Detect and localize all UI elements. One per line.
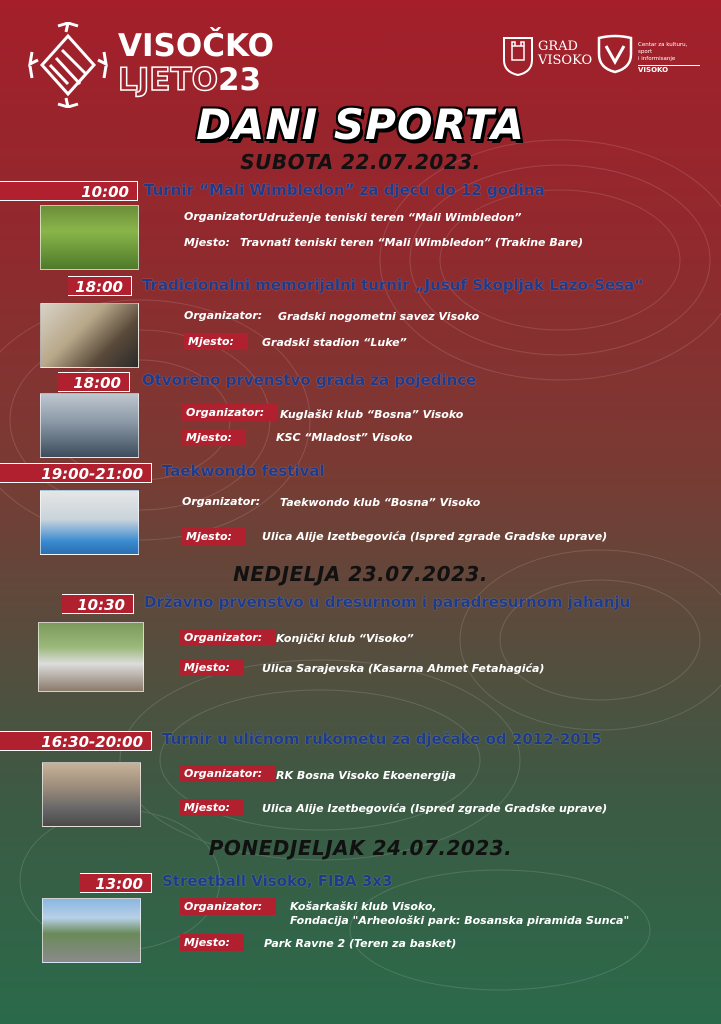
organizer-value: Kuglaški klub “Bosna” Visoko	[280, 408, 464, 421]
event-time: 18:00	[58, 372, 130, 392]
organizer-label: Organizator:	[184, 210, 263, 223]
horse-riding-photo	[38, 622, 144, 692]
centar-shield-icon	[596, 34, 634, 74]
organizer-value: Taekwondo klub “Bosna” Visoko	[280, 496, 481, 509]
event-title: Taekwondo festival	[162, 462, 325, 480]
centar-text	[638, 42, 700, 74]
organizer-label: Organizator:	[180, 898, 276, 915]
place-label: Mjesto:	[180, 659, 244, 676]
place-value: Ulica Alije Izetbegovića (Ispred zgrade Gradske uprave)	[262, 802, 608, 815]
organizer-value: Udruženje teniski teren “Mali Wimbledon”	[258, 211, 522, 224]
place-value: Ulica Sarajevska (Kasarna Ahmet Fetahagića)	[262, 662, 545, 675]
place-value: Ulica Alije Izetbegovića (Ispred zgrade Gradske uprave)	[262, 530, 608, 543]
place-value: Travnati teniski teren “Mali Wimbledon” (Trakine Bare)	[240, 236, 584, 249]
event-title: Otvoreno prvenstvo grada za pojedince	[142, 371, 477, 389]
grad-visoko-crest-icon	[502, 36, 534, 76]
handball-street-photo	[42, 762, 141, 827]
organizer-value: Konjički klub “Visoko”	[276, 632, 414, 645]
organizer-label: Organizator:	[184, 309, 263, 322]
organizer-label: Organizator:	[182, 495, 261, 508]
day-header-monday: PONEDJELJAK 24.07.2023.	[208, 836, 513, 860]
streetball-photo	[42, 898, 141, 963]
brand-ljeto: LJETO	[118, 62, 218, 98]
place-label: Mjesto:	[182, 429, 246, 446]
taekwondo-photo	[40, 490, 139, 555]
organizer-label: Organizator:	[180, 629, 276, 646]
event-time: 10:30	[62, 594, 134, 614]
place-label: Mjesto:	[184, 333, 248, 350]
place-label: Mjesto:	[184, 236, 230, 249]
event-title: Tradicionalni memorijalni turnir „Jusuf Skopljak Lazo-Sesa“	[142, 276, 645, 294]
event-time: 13:00	[80, 873, 152, 893]
event-title: Turnir u uličnom rukometu za dječake od 2012-2015	[162, 730, 602, 748]
visocko-ljeto-logo-icon	[28, 22, 108, 108]
tennis-court-photo	[40, 205, 139, 270]
place-label: Mjesto:	[180, 934, 244, 951]
organizer-value: Košarkaški klub Visoko,	[290, 900, 437, 913]
place-value: Gradski stadion “Luke”	[262, 336, 407, 349]
grad-visoko-text	[538, 40, 592, 68]
place-value: Park Ravne 2 (Teren za basket)	[264, 937, 457, 950]
page-title: DANI SPORTA	[196, 100, 525, 149]
place-label: Mjesto:	[182, 528, 246, 545]
organizer-label: Organizator:	[180, 765, 276, 782]
organizer-value: Gradski nogometni savez Visoko	[278, 310, 480, 323]
place-label: Mjesto:	[180, 799, 244, 816]
visoko-word: VISOKO	[538, 53, 593, 68]
event-title: Streetball Visoko, FIBA 3x3	[162, 872, 393, 890]
event-time: 19:00-21:00	[0, 463, 152, 483]
bowling-alley-photo	[40, 393, 139, 458]
day-header-saturday: SUBOTA 22.07.2023.	[240, 150, 481, 174]
centar-line-2: i informisanje	[638, 56, 676, 62]
brand-year: 23	[217, 62, 262, 98]
day-header-sunday: NEDJELJA 23.07.2023.	[233, 562, 488, 586]
event-title: Državno prvenstvo u dresurnom i paradresurnom jahanju	[144, 593, 631, 611]
event-time: 10:00	[0, 181, 138, 201]
event-time: 18:00	[68, 276, 132, 296]
place-value: KSC “Mladost” Visoko	[276, 431, 413, 444]
centar-city: VISOKO	[638, 65, 700, 74]
organizer-label: Organizator:	[182, 404, 278, 421]
trophies-photo	[40, 303, 139, 368]
brand-line-2	[118, 62, 261, 98]
organizer-value: RK Bosna Visoko Ekoenergija	[276, 769, 456, 782]
grad-word: GRAD	[538, 39, 578, 54]
centar-line-1: Centar za kulturu, sport	[638, 42, 688, 55]
organizer-value-2: Fondacija "Arheološki park: Bosanska piramida Sunca"	[290, 914, 630, 927]
event-time: 16:30-20:00	[0, 731, 152, 751]
brand-line-1: VISOČKO	[118, 28, 274, 64]
event-title: Turnir “Mali Wimbledon” za djecu do 12 godina	[144, 181, 545, 199]
